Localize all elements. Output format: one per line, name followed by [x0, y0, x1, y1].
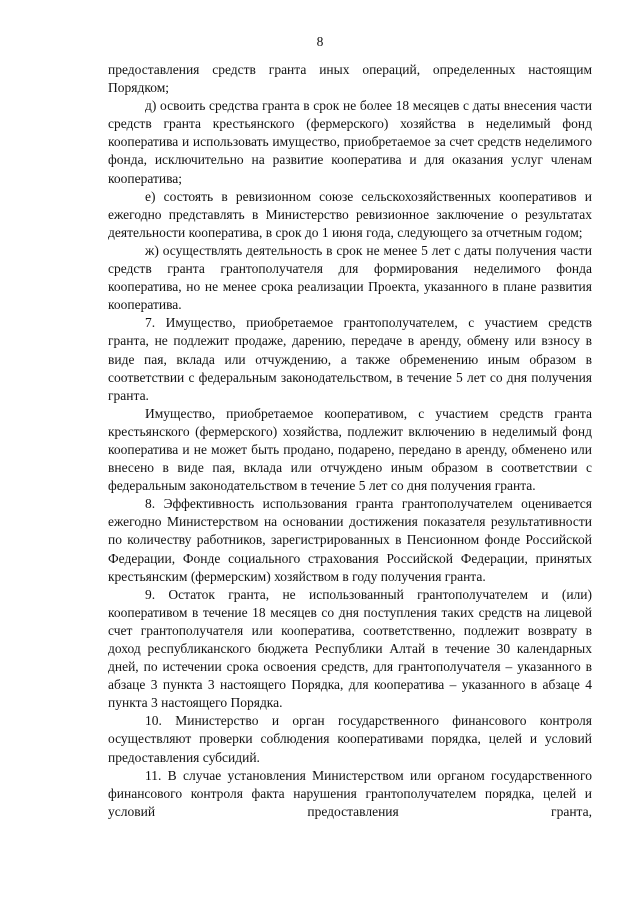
paragraph-9: 9. Остаток гранта, не использованный грантополучателем и (или) кооперативом в течение 18 месяцев со дня поступления таких средств на лицевой счет грантополучателя или кооператива, соответственно, подлежит возврату в доход республиканского бюджета Республики Алтай в течение 30 календарных дней, по истечении срока освоения средств, для грантополучателя – указанного в абзаце 3 пункта 3 настоящего Порядка, для кооператива – указанного в абзаце 4 пункта 3 настоящего Порядка. [108, 586, 592, 711]
paragraph-11: 11. В случае установления Министерством или органом государственного финансового контроля факта нарушения грантополучателем порядка, целей и условий предоставления гранта, [108, 767, 592, 819]
paragraph-item-e: е) состоять в ревизионном союзе сельскохозяйственных кооперативов и ежегодно представлять в Министерство ревизионное заключение о результатах деятельности кооператива, в срок до 1 июня года, следующего за отчетным годом; [108, 188, 592, 240]
paragraph-10: 10. Министерство и орган государственного финансового контроля осуществляют проверки соблюдения кооперативами порядка, целей и условий предоставления субсидий. [108, 713, 592, 765]
paragraph-7: 7. Имущество, приобретаемое грантополучателем, с участием средств гранта, не подлежит продаже, дарению, передаче в аренду, обмену или взносу в виде пая, вклада или отчуждению, а также обременению иным образом в соответствии с федеральным законодательством, в течение 5 лет со дня получения гранта. [108, 315, 592, 403]
page-number: 8 [316, 34, 324, 49]
paragraph-item-zh: ж) осуществлять деятельность в срок не менее 5 лет с даты получения части средств гранта грантополучателя для формирования неделимого фонда кооператива, но не менее срока реализации Проекта, указанного в плане развития кооператива. [108, 242, 592, 313]
document-body [108, 61, 592, 821]
paragraph-item-d: д) освоить средства гранта в срок не более 18 месяцев с даты внесения части средств гранта крестьянского (фермерского) хозяйства в неделимый фонд кооператива и использовать имущество, приобретаемое за счет средств неделимого фонда, исключительно на развитие кооператива и для оказания услуг членам кооператива; [108, 98, 592, 186]
paragraph-8: 8. Эффективность использования гранта грантополучателем оценивается ежегодно Министерством на основании достижения показателя результативности по количеству работников, зарегистрированных в Пенсионном фонде Российской Федерации, Фонде социального страхования Российской Федерации, принятых крестьянским (фермерским) хозяйством в году получения гранта. [108, 496, 592, 584]
paragraph-7-property: Имущество, приобретаемое кооперативом, с участием средств гранта крестьянского (фермерского) хозяйства, подлежит включению в неделимый фонд кооператива и не может быть продано, подарено, передано в аренду, обменено или внесено в виде пая, вклада или отчуждено иным образом в соответствии с федеральным законодательством в течение 5 лет со дня получения гранта. [108, 405, 592, 494]
paragraph-continuation: предоставления средств гранта иных операций, определенных настоящим Порядком; [108, 62, 592, 96]
